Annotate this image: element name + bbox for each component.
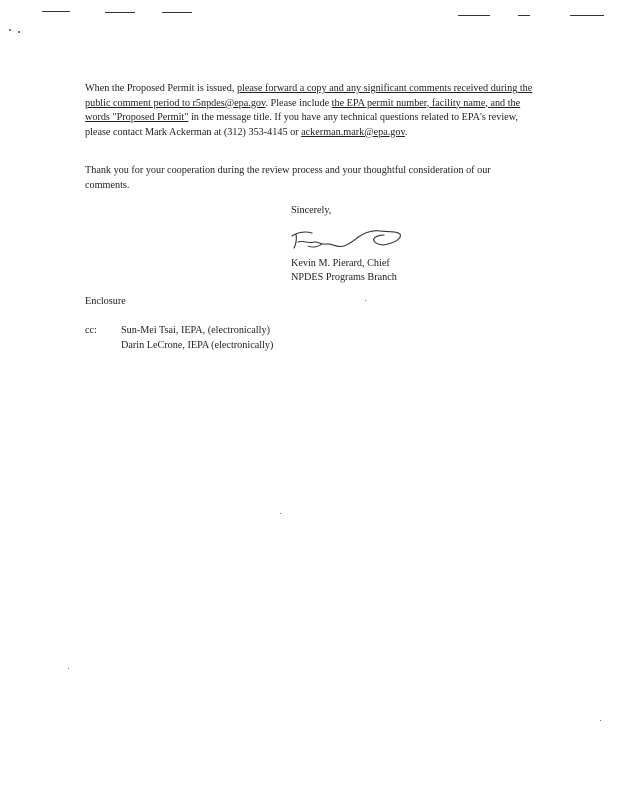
- enclosure-label: Enclosure: [85, 296, 126, 307]
- forwarding-instructions-link[interactable]: please forward a copy and any significant comments received during the public comment period to r5npdes@epa.gov: [85, 83, 533, 109]
- scan-artifact: [570, 15, 604, 16]
- contact-email-link[interactable]: ackerman.mark@epa.gov: [301, 126, 405, 138]
- paragraph-text: When the Proposed Permit is issued,: [85, 83, 237, 94]
- cc-recipient: Darin LeCrone, IEPA (electronically): [121, 340, 274, 351]
- paragraph-text: .: [404, 126, 408, 138]
- body-paragraph-thanks: Thank you for your cooperation during the review process and your thoughtful consideration of our comments.: [85, 165, 491, 191]
- scan-speck: [600, 720, 601, 721]
- signer-name: Kevin M. Pierard, Chief: [291, 258, 390, 269]
- scan-artifact: [105, 12, 135, 13]
- scan-artifact: [518, 15, 530, 16]
- scan-artifact: [458, 15, 490, 16]
- cc-recipient: Sun-Mei Tsai, IEPA, (electronically): [121, 325, 270, 336]
- paragraph-text: . Please include: [265, 97, 332, 109]
- salutation: Sincerely,: [291, 205, 332, 216]
- scan-speck: [18, 31, 20, 33]
- scan-artifact: [162, 12, 192, 13]
- paragraph-text: in the message title. If you have any technical questions related to EPA's review, please contact Mark Ackerman at (312) 353-4145 or: [85, 112, 518, 138]
- scan-speck: [365, 300, 366, 301]
- title-instructions-text: the EPA permit number, facility name, and the words "Proposed Permit": [85, 97, 521, 123]
- scan-speck: [68, 668, 69, 669]
- cc-label: cc:: [85, 325, 97, 336]
- cc-recipient-list: [121, 323, 273, 353]
- signer-title: NPDES Programs Branch: [291, 272, 397, 283]
- handwritten-signature: [288, 222, 408, 256]
- scan-speck: [9, 29, 11, 31]
- scan-artifact: [42, 11, 70, 12]
- body-paragraph-forwarding: [85, 82, 535, 140]
- scan-speck: [280, 513, 281, 514]
